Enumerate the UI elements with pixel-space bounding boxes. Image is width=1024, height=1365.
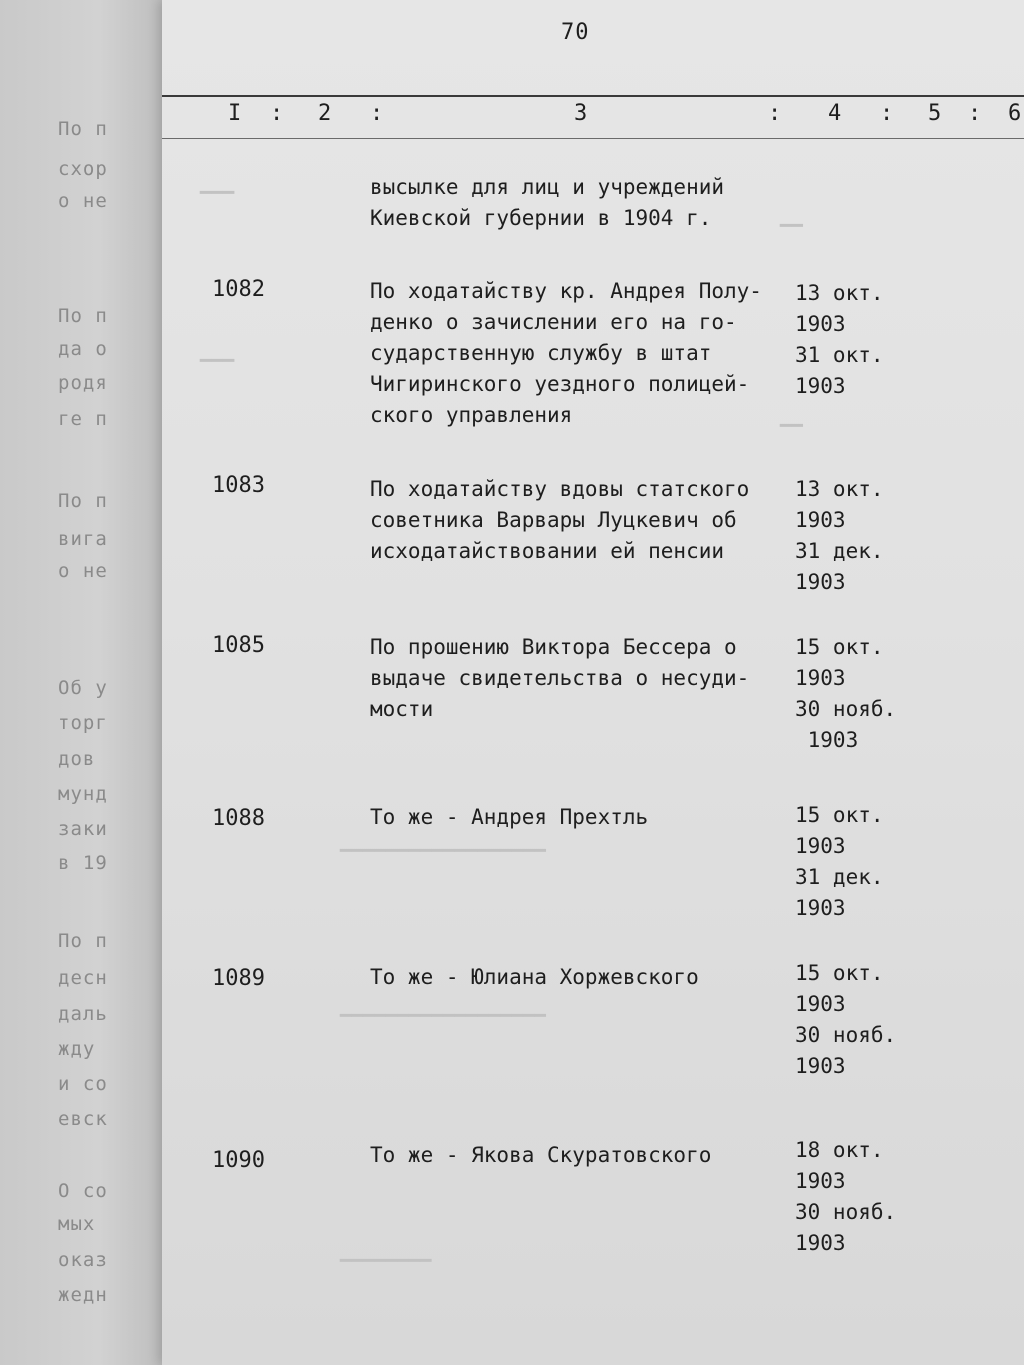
prev-page-line: О со	[58, 1180, 108, 1202]
bleed-through-mark: ▁▁▁	[200, 340, 235, 362]
bleed-through-mark: ▁▁▁▁▁▁▁▁	[340, 1240, 432, 1262]
bleed-through-mark: ▁▁	[780, 405, 803, 427]
header-bottom-rule	[162, 138, 1024, 139]
entry-dates: 15 окт. 1903 30 нояб. 1903	[795, 635, 897, 752]
column-header-2: 2	[318, 101, 332, 126]
bleed-through-mark: ▁▁▁	[200, 172, 235, 194]
entry-title: По прошению Виктора Бессера о выдаче свидетельства о несуди- мости	[370, 635, 750, 721]
previous-page-edge	[0, 0, 165, 1365]
prev-page-line: о не	[58, 560, 108, 582]
entry-dates: 13 окт. 1903 31 окт. 1903	[795, 281, 884, 398]
prev-page-line: По п	[58, 305, 108, 327]
column-separator: :	[270, 101, 284, 126]
column-header-1: I	[228, 101, 242, 126]
prev-page-line: в 19	[58, 852, 108, 874]
entry-title: По ходатайству вдовы статского советника Варвары Луцкевич об исходатайствовании ей пенсии	[370, 477, 750, 563]
bleed-through-mark: ▁▁	[780, 205, 803, 227]
prev-page-line: евск	[58, 1108, 108, 1130]
entry-dates: 13 окт. 1903 31 дек. 1903	[795, 477, 884, 594]
entry-title: То же - Юлиана Хоржевского	[370, 965, 699, 989]
entry-number: 1090	[212, 1148, 265, 1173]
column-separator: :	[768, 101, 782, 126]
header-top-rule	[162, 95, 1024, 97]
prev-page-line: жедн	[58, 1284, 108, 1306]
prev-page-line: дов	[58, 748, 96, 770]
column-header-3: 3	[574, 101, 588, 126]
entry-number: 1088	[212, 806, 265, 831]
entry-dates: 15 окт. 1903 31 дек. 1903	[795, 803, 884, 920]
prev-page-line: Об у	[58, 677, 108, 699]
entry-title: По ходатайству кр. Андрея Полу- денко о зачислении его на го- сударственную службу в штат Чигиринского уездного полицей- ского управления	[370, 279, 762, 427]
column-separator: :	[968, 101, 982, 126]
column-header-6: 6	[1008, 101, 1022, 126]
prev-page-line: По п	[58, 118, 108, 140]
prev-page-line: торг	[58, 712, 108, 734]
page-number: 70	[561, 20, 590, 45]
prev-page-line: да о	[58, 338, 108, 360]
entry-dates: 18 окт. 1903 30 нояб. 1903	[795, 1138, 897, 1255]
prev-page-line: о не	[58, 190, 108, 212]
prev-page-line: По п	[58, 930, 108, 952]
prev-page-line: схор	[58, 158, 108, 180]
continuation-title: высылке для лиц и учреждений Киевской губернии в 1904 г.	[370, 175, 725, 230]
entry-number: 1083	[212, 473, 265, 498]
prev-page-line: мунд	[58, 783, 108, 805]
prev-page-line: оказ	[58, 1249, 108, 1271]
column-separator: :	[370, 101, 384, 126]
prev-page-line: родя	[58, 372, 108, 394]
column-header-5: 5	[928, 101, 942, 126]
entry-title: То же - Андрея Прехтль	[370, 805, 649, 829]
prev-page-line: заки	[58, 818, 108, 840]
prev-page-line: жду	[58, 1038, 96, 1060]
prev-page-line: даль	[58, 1003, 108, 1025]
entry-title: То же - Якова Скуратовского	[370, 1143, 712, 1167]
prev-page-line: По п	[58, 490, 108, 512]
column-separator: :	[880, 101, 894, 126]
bleed-through-mark: ▁▁▁▁▁▁▁▁▁▁▁▁▁▁▁▁▁▁	[340, 830, 546, 852]
entry-number: 1089	[212, 966, 265, 991]
entry-number: 1082	[212, 277, 265, 302]
bleed-through-mark: ▁▁▁▁▁▁▁▁▁▁▁▁▁▁▁▁▁▁	[340, 995, 546, 1017]
prev-page-line: вига	[58, 528, 108, 550]
entry-number: 1085	[212, 633, 265, 658]
column-header-4: 4	[828, 101, 842, 126]
prev-page-line: и со	[58, 1073, 108, 1095]
prev-page-line: мых	[58, 1213, 96, 1235]
prev-page-line: ге п	[58, 408, 108, 430]
prev-page-line: десн	[58, 967, 108, 989]
entry-dates: 15 окт. 1903 30 нояб. 1903	[795, 961, 897, 1078]
